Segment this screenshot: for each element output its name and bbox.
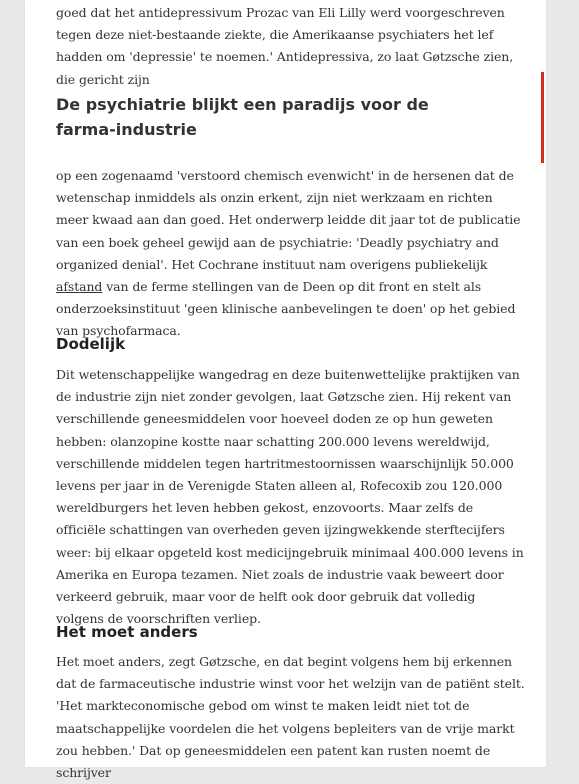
article-page <box>25 0 546 781</box>
paragraph-dodelijk: Dit wetenschappelijke wangedrag en deze buitenwettelijke praktijken van de industrie zijn niet zonder gevolgen, laat Gøtzsche zien. Hij rekent van verschillende geneesmiddelen voor hoeveel doden ze op hun geweten hebben: olanzopine kostte naar schatting 200.000 levens wereldwijd, verschillende middelen tegen hartritmestoornissen waarschijnlijk 50.000 levens per jaar in de Verenigde Staten alleen al, Rofecoxib zou 120.000 wereldburgers het leven hebben gekost, enzovoorts. Maar zelfs de officiële schattingen van overheden geven ijzingwekkende sterftecijfers weer: bij elkaar opgeteld kost medicijngebruik minimaal 400.000 levens in Amerika en Europa tezamen. Niet zoals de industrie vaak beweert door verkeerd gebruik, maar voor de helft ook door gebruik dat volledig volgens de voorschriften verliep. <box>56 367 524 627</box>
intro-paragraph: goed dat het antidepressivum Prozac van Eli Lilly werd voorgeschreven tegen deze niet-bestaande ziekte, die Amerikaanse psychiaters het lef hadden om 'depressie' te noemen.' Antidepressiva, zo laat Gøtzsche zien, die gericht zijn <box>56 5 514 87</box>
paragraph-text: op een zogenaamd 'verstoord chemisch evenwicht' in de hersenen dat de wetenschap inmiddels als onzin erkent, zijn niet werkzaam en richten meer kwaad aan dan goed. Het onderwerp leidde dit jaar tot de publicatie van een boek geheel gewijd aan de psychiatrie: 'Deadly psychiatry and organized denial'. Het Cochrane instituut nam overigens publiekelijk <box>56 168 521 272</box>
pull-quote: De psychiatrie blijkt een paradijs voor de farma-industrie <box>56 95 429 139</box>
paragraph-chemical-balance <box>56 165 526 343</box>
section-heading-het-moet-anders: Het moet anders <box>56 623 198 641</box>
pull-quote-accent-bar <box>541 72 544 163</box>
section-heading-dodelijk: Dodelijk <box>56 335 126 353</box>
paragraph-het-moet-anders: Het moet anders, zegt Gøtzsche, en dat begint volgens hem bij erkennen dat de farmaceutische industrie winst voor het welzijn van de patiënt stelt. 'Het markteconomische gebod om winst te maken leidt niet tot de maatschappelijke voordelen die het volgens bepleiters van de vrije markt zou hebben.' Dat op geneesmiddelen een patent kan rusten noemt de schrijver <box>56 654 525 781</box>
paragraph-text: van de ferme stellingen van de Deen op dit front en stelt als onderzoeksinstituut 'geen klinische aanbevelingen te doen' op het gebied van psychofarmaca. <box>56 279 516 339</box>
afstand-link[interactable]: afstand <box>56 279 103 295</box>
